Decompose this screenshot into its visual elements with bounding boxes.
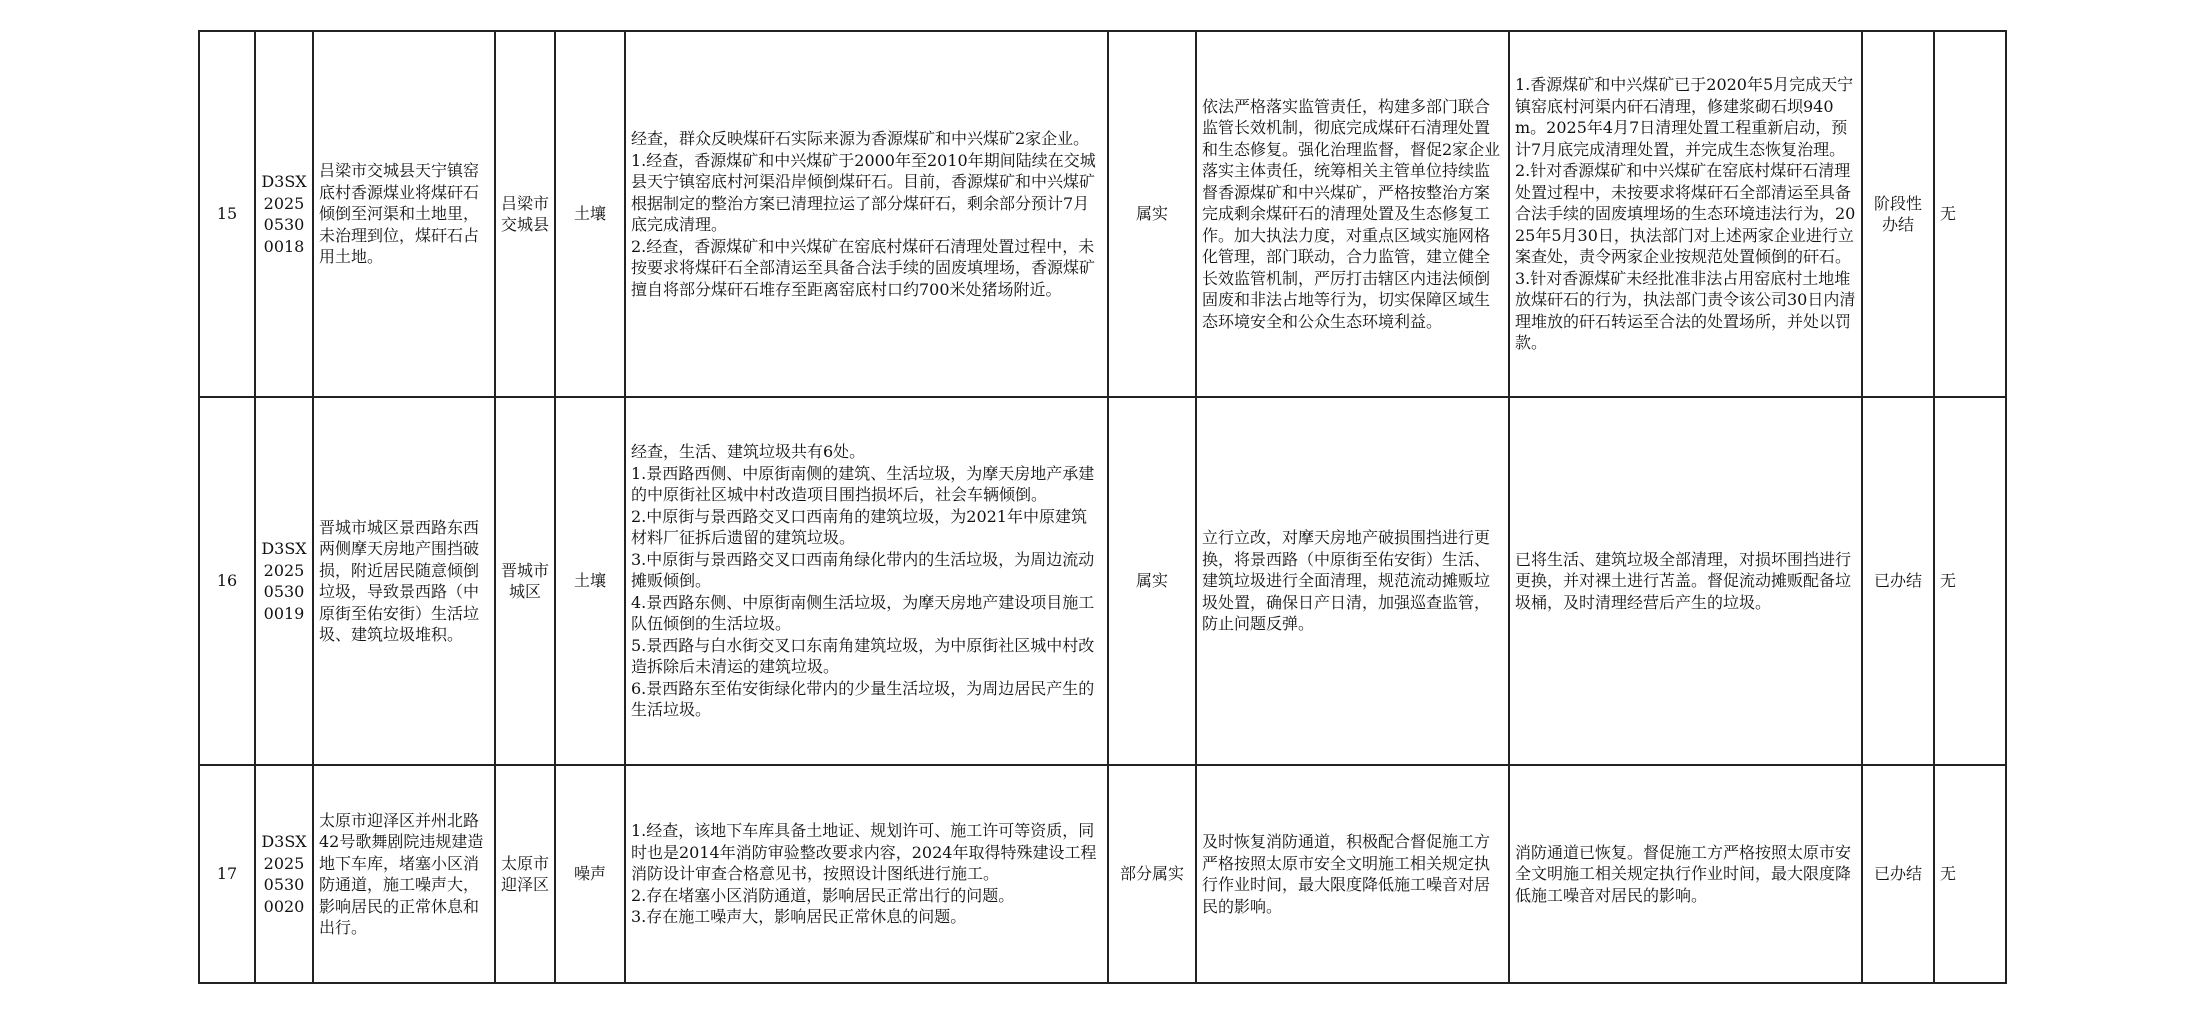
- case-code: D3SX202505300020: [255, 765, 313, 983]
- rectification-progress: 消防通道已恢复。督促施工方严格按照太原市安全文明施工相关规定执行作业时间，最大限度降低施工噪音对居民的影响。: [1509, 765, 1862, 983]
- rectification-progress: 1.香源煤矿和中兴煤矿已于2020年5月完成天宁镇窑底村河渠内矸石清理，修建浆砌石坝940m。2025年4月7日清理处置工程重新启动，预计7月底完成清理处置，并完成生态恢复治理。 2.针对香源煤矿和中兴煤矿在窑底村煤矸石清理处置过程中，未按要求将煤矸石全部清运至具备合法手续的固废填埋场的生态环境违法行为，2025年5月30日，执法部门对上述两家企业进行立案查处，责令两家企业按规范处置倾倒的矸石。 3.针对香源煤矿未经批准非法占用窑底村土地堆放煤矸石的行为，执法部门责令该公司30日内清理堆放的矸石转运至合法的处置场所，并处以罚款。: [1509, 31, 1862, 397]
- administrative-region: 吕梁市交城县: [495, 31, 555, 397]
- accountability: 无: [1934, 31, 2006, 397]
- case-code: D3SX202505300018: [255, 31, 313, 397]
- rectification-plan: 立行立改，对摩天房地产破损围挡进行更换，将景西路（中原街至佑安街）生活、建筑垃圾进行全面清理，规范流动摊贩垃圾处置，确保日产日清，加强巡查监管，防止问题反弹。: [1196, 397, 1509, 765]
- investigation-findings: 经查，生活、建筑垃圾共有6处。 1.景西路西侧、中原街南侧的建筑、生活垃圾，为摩天房地产承建的中原街社区城中村改造项目围挡损坏后，社会车辆倾倒。 2.中原街与景西路交叉口西南角的建筑垃圾，为2021年中原建筑材料厂征拆后遗留的建筑垃圾。 3.中原街与景西路交叉口西南角绿化带内的生活垃圾，为周边流动摊贩倾倒。 4.景西路东侧、中原街南侧生活垃圾，为摩天房地产建设项目施工队伍倾倒的生活垃圾。 5.景西路与白水街交叉口东南角建筑垃圾，为中原街社区城中村改造拆除后未清运的建筑垃圾。 6.景西路东至佑安街绿化带内的少量生活垃圾，为周边居民产生的生活垃圾。: [625, 397, 1108, 765]
- row-number: 17: [199, 765, 255, 983]
- administrative-region: 晋城市城区: [495, 397, 555, 765]
- pollution-type: 土壤: [555, 31, 625, 397]
- rectification-plan: 及时恢复消防通道，积极配合督促施工方严格按照太原市安全文明施工相关规定执行作业时间，最大限度降低施工噪音对居民的影响。: [1196, 765, 1509, 983]
- complaint-content: 太原市迎泽区并州北路42号歌舞剧院违规建造地下车库，堵塞小区消防通道，施工噪声大，影响居民的正常休息和出行。: [313, 765, 495, 983]
- row-number: 16: [199, 397, 255, 765]
- complaint-content: 吕梁市交城县天宁镇窑底村香源煤业将煤矸石倾倒至河渠和土地里，未治理到位，煤矸石占用土地。: [313, 31, 495, 397]
- rectification-plan: 依法严格落实监管责任，构建多部门联合监管长效机制，彻底完成煤矸石清理处置和生态修复。强化治理监督，督促2家企业落实主体责任，统筹相关主管单位持续监督香源煤矿和中兴煤矿，严格按整治方案完成剩余煤矸石的清理处置及生态修复工作。加大执法力度，对重点区域实施网格化管理，部门联动，合力监管，建立健全长效监管机制，严厉打击辖区内违法倾倒固废和非法占地等行为，切实保障区域生态环境安全和公众生态环境利益。: [1196, 31, 1509, 397]
- verdict: 属实: [1108, 31, 1196, 397]
- case-table: [198, 30, 2007, 984]
- case-status: 阶段性办结: [1862, 31, 1934, 397]
- accountability: 无: [1934, 397, 2006, 765]
- rectification-progress: 已将生活、建筑垃圾全部清理，对损坏围挡进行更换，并对裸土进行苫盖。督促流动摊贩配备垃圾桶，及时清理经营后产生的垃圾。: [1509, 397, 1862, 765]
- complaint-content: 晋城市城区景西路东西两侧摩天房地产围挡破损，附近居民随意倾倒垃圾，导致景西路（中原街至佑安街）生活垃圾、建筑垃圾堆积。: [313, 397, 495, 765]
- investigation-findings: 1.经查，该地下车库具备土地证、规划许可、施工许可等资质，同时也是2014年消防审验整改要求内容，2024年取得特殊建设工程消防设计审查合格意见书，按照设计图纸进行施工。 2.存在堵塞小区消防通道，影响居民正常出行的问题。 3.存在施工噪声大，影响居民正常休息的问题。: [625, 765, 1108, 983]
- case-code: D3SX202505300019: [255, 397, 313, 765]
- case-status: 已办结: [1862, 397, 1934, 765]
- table-row: [199, 397, 2006, 765]
- pollution-type: 噪声: [555, 765, 625, 983]
- investigation-findings: 经查，群众反映煤矸石实际来源为香源煤矿和中兴煤矿2家企业。 1.经查，香源煤矿和中兴煤矿于2000年至2010年期间陆续在交城县天宁镇窑底村河渠沿岸倾倒煤矸石。目前，香源煤矿和中兴煤矿根据制定的整治方案已清理拉运了部分煤矸石，剩余部分预计7月底完成清理。 2.经查，香源煤矿和中兴煤矿在窑底村煤矸石清理处置过程中，未按要求将煤矸石全部清运至具备合法手续的固废填埋场，香源煤矿擅自将部分煤矸石堆存至距离窑底村口约700米处猪场附近。: [625, 31, 1108, 397]
- table-row: [199, 765, 2006, 983]
- verdict: 属实: [1108, 397, 1196, 765]
- row-number: 15: [199, 31, 255, 397]
- accountability: 无: [1934, 765, 2006, 983]
- pollution-type: 土壤: [555, 397, 625, 765]
- administrative-region: 太原市迎泽区: [495, 765, 555, 983]
- case-status: 已办结: [1862, 765, 1934, 983]
- verdict: 部分属实: [1108, 765, 1196, 983]
- table-row: [199, 31, 2006, 397]
